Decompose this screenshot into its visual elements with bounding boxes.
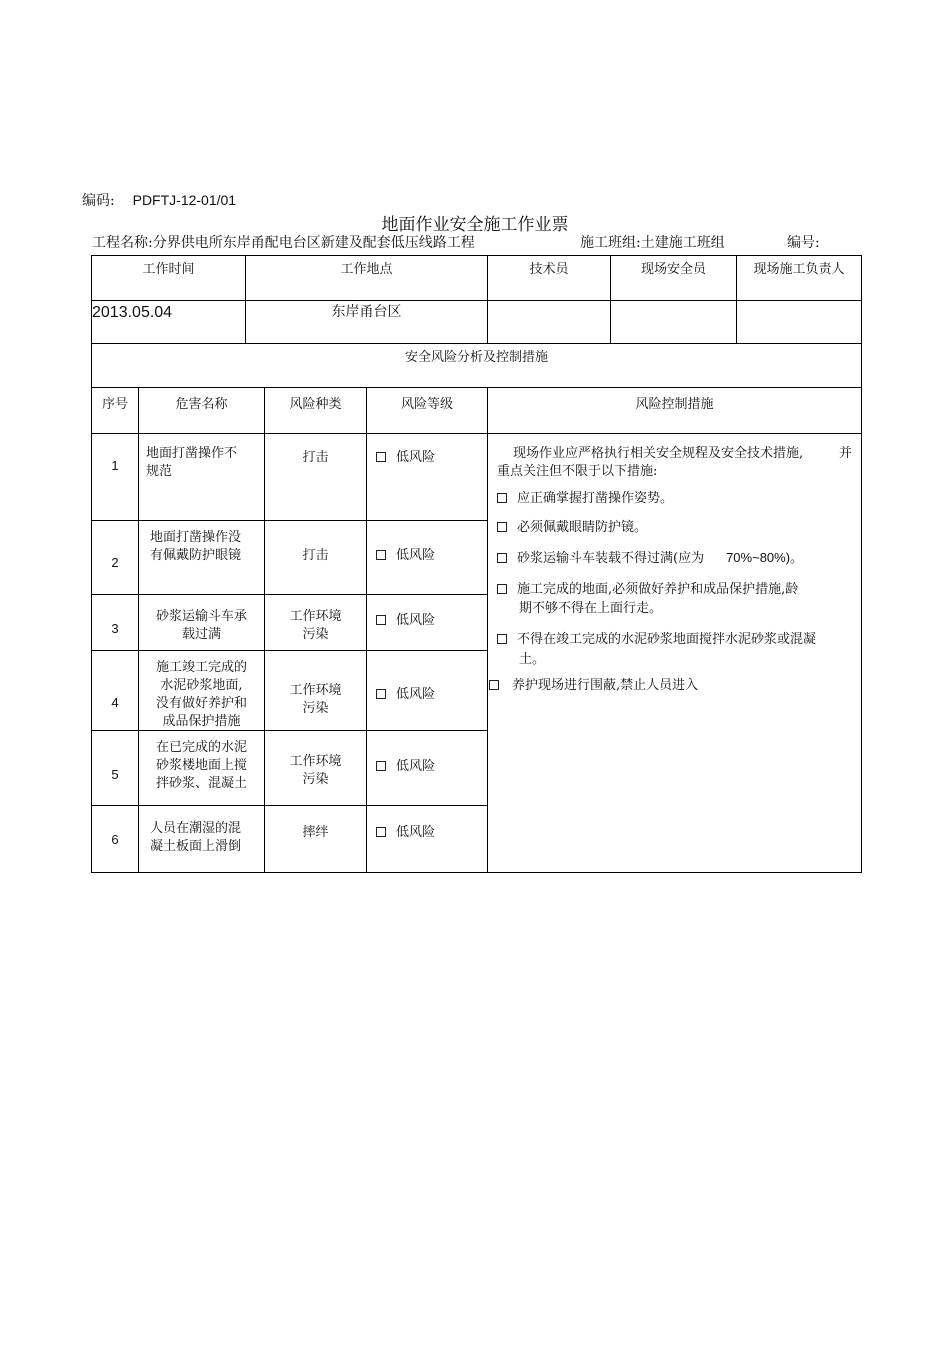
table-line <box>487 387 488 873</box>
checkbox-icon[interactable] <box>489 680 499 690</box>
measures-intro-line-2: 重点关注但不限于以下措施: <box>497 464 658 479</box>
table-line <box>366 387 367 873</box>
measure-item-4: 施工完成的地面,必须做好养护和成品保护措施,龄 <box>497 581 798 599</box>
header-control-measures: 风险控制措施 <box>635 397 714 412</box>
measure-item-1: 应正确掌握打凿操作姿势。 <box>497 490 673 508</box>
row-3-seq: 3 <box>111 621 119 636</box>
document-code-label: 编码: <box>82 193 115 209</box>
header-risk-level: 风险等级 <box>400 397 453 412</box>
table-line <box>91 343 862 344</box>
row-3-risk-type: 工作环境 污染 <box>289 609 342 642</box>
measure-item-4-cont: 期不够不得在上面行走。 <box>519 601 663 616</box>
measures-intro-and: 并 <box>839 446 853 461</box>
row-4-risk-type: 工作环境 污染 <box>289 683 342 716</box>
header-seq: 序号 <box>101 397 128 412</box>
checkbox-icon[interactable] <box>376 550 386 560</box>
measure-item-6: 养护现场进行围蔽,禁止人员进入 <box>489 677 698 695</box>
checkbox-icon[interactable] <box>497 522 507 532</box>
checkbox-icon[interactable] <box>376 827 386 837</box>
risk-section-title: 安全风险分析及控制措施 <box>404 350 548 365</box>
table-line <box>91 805 488 806</box>
page-title: 地面作业安全施工作业票 <box>381 215 569 235</box>
row-4-hazard: 施工竣工完成的 水泥砂浆地面, 没有做好养护和 成品保护措施 <box>155 660 247 729</box>
checkbox-icon[interactable] <box>497 634 507 644</box>
row-6-risk-level: 低风险 <box>376 824 435 842</box>
row-5-risk-type: 工作环境 污染 <box>289 754 342 787</box>
checkbox-icon[interactable] <box>376 452 386 462</box>
table-line <box>91 594 488 595</box>
header-technician: 技术员 <box>529 262 569 277</box>
row-2-seq: 2 <box>111 555 119 570</box>
row-2-risk-level: 低风险 <box>376 547 435 565</box>
project-name: 工程名称:分界供电所东岸甬配电台区新建及配套低压线路工程 <box>92 235 475 251</box>
header-site-leader: 现场施工负责人 <box>753 262 845 277</box>
measure-item-5-cont: 土。 <box>519 652 546 667</box>
row-6-risk-type: 摔绊 <box>302 825 329 840</box>
header-work-location: 工作地点 <box>340 262 393 277</box>
row-2-hazard: 地面打凿操作没 有佩戴防护眼镜 <box>150 530 242 563</box>
document-code <box>82 190 236 210</box>
header-hazard: 危害名称 <box>175 397 228 412</box>
row-6-seq: 6 <box>111 832 119 847</box>
row-6-hazard: 人员在潮湿的混 凝土板面上滑倒 <box>150 821 242 854</box>
row-3-risk-level: 低风险 <box>376 612 435 630</box>
row-3-hazard: 砂浆运输斗车承 载过满 <box>155 609 247 642</box>
row-1-seq: 1 <box>111 458 119 473</box>
work-time-value: 2013.05.04 <box>92 304 173 321</box>
checkbox-icon[interactable] <box>497 553 507 563</box>
measure-item-3: 砂浆运输斗车装载不得过满(应为 70%~80%)。 <box>497 549 803 568</box>
header-risk-type: 风险种类 <box>289 397 342 412</box>
row-5-seq: 5 <box>111 767 119 782</box>
checkbox-icon[interactable] <box>497 493 507 503</box>
table-line <box>91 650 488 651</box>
checkbox-icon[interactable] <box>376 689 386 699</box>
checkbox-icon[interactable] <box>376 761 386 771</box>
table-border-bottom <box>91 872 862 873</box>
checkbox-icon[interactable] <box>376 615 386 625</box>
table-line <box>91 387 862 388</box>
table-line <box>91 520 488 521</box>
document-code-value: PDFTJ-12-01/01 <box>132 192 237 208</box>
ticket-number-label: 编号: <box>787 235 820 251</box>
header-work-time: 工作时间 <box>142 262 195 277</box>
checkbox-icon[interactable] <box>497 584 507 594</box>
row-4-risk-level: 低风险 <box>376 686 435 704</box>
measure-item-5: 不得在竣工完成的水泥砂浆地面搅拌水泥砂浆或混凝 <box>497 631 816 649</box>
table-border-right <box>861 255 862 873</box>
header-safety-officer: 现场安全员 <box>640 262 706 277</box>
table-line <box>91 433 862 434</box>
row-4-seq: 4 <box>111 695 119 710</box>
row-1-hazard: 地面打凿操作不 规范 <box>146 446 238 479</box>
row-5-hazard: 在已完成的水泥 砂浆楼地面上搅 拌砂浆、混凝土 <box>155 740 247 791</box>
table-line <box>91 300 862 301</box>
row-5-risk-level: 低风险 <box>376 758 435 776</box>
work-location-value: 东岸甬台区 <box>331 304 402 320</box>
table-border-top <box>91 255 862 256</box>
team-name: 施工班组:土建施工班组 <box>580 235 725 251</box>
row-1-risk-level: 低风险 <box>376 449 435 467</box>
measure-item-2: 必须佩戴眼睛防护镜。 <box>497 519 647 537</box>
measures-intro-line-1: 现场作业应严格执行相关安全规程及安全技术措施, <box>513 446 804 461</box>
row-1-risk-type: 打击 <box>302 450 329 465</box>
row-2-risk-type: 打击 <box>302 548 329 563</box>
